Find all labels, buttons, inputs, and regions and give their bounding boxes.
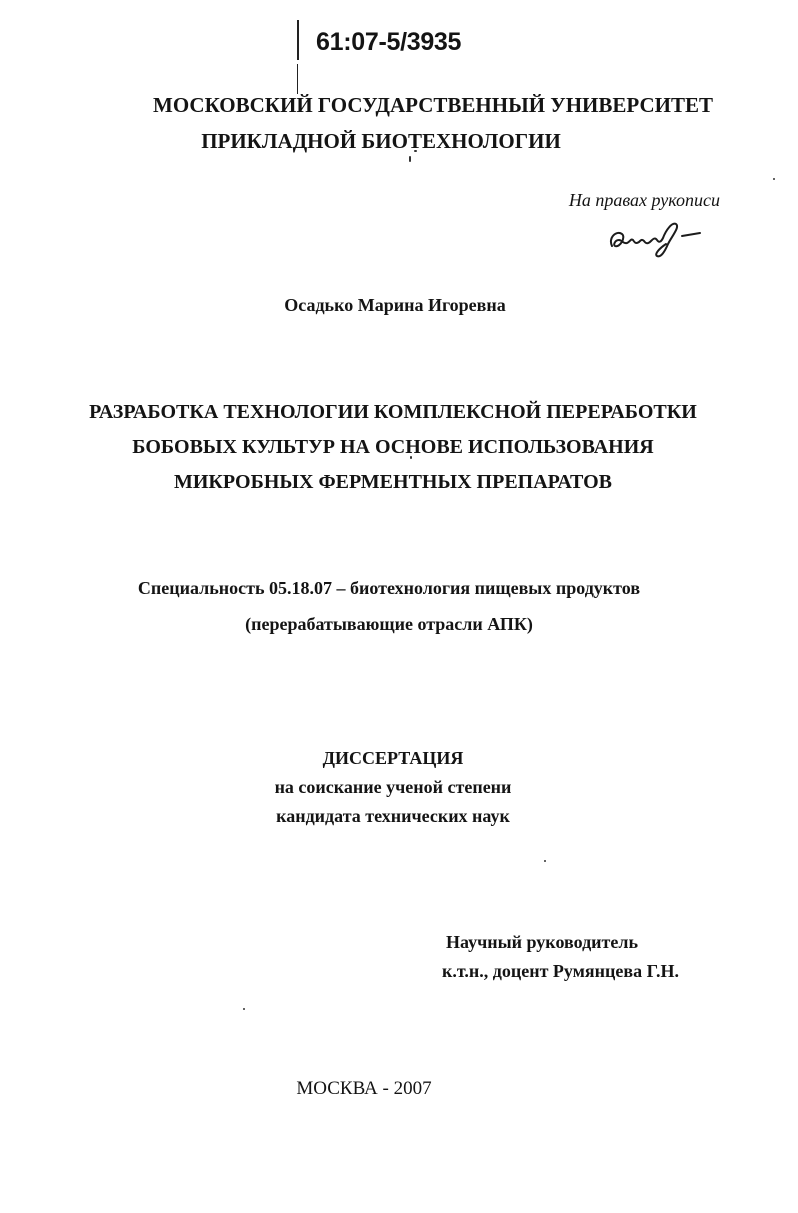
- author-name: Осадько Марина Игоревна: [284, 295, 506, 315]
- thesis-title-line-2: БОБОВЫХ КУЛЬТУР НА ОСНОВЕ ИСПОЛЬЗОВАНИЯ: [132, 436, 654, 458]
- scan-speck: [773, 178, 775, 180]
- university-name: [0, 87, 798, 159]
- university-line-2: ПРИКЛАДНОЙ БИОТЕХНОЛОГИИ: [201, 129, 561, 153]
- university-line-1: МОСКОВСКИЙ ГОСУДАРСТВЕННЫЙ УНИВЕРСИТЕТ: [153, 93, 713, 117]
- thesis-title-line-1: РАЗРАБОТКА ТЕХНОЛОГИИ КОМПЛЕКСНОЙ ПЕРЕРАБОТКИ: [89, 401, 697, 423]
- scan-speck: [544, 860, 546, 862]
- thesis-title-line-3: МИКРОБНЫХ ФЕРМЕНТНЫХ ПРЕПАРАТОВ: [174, 471, 612, 493]
- thesis-title: [0, 395, 798, 500]
- manuscript-rights-label: На правах рукописи: [568, 190, 720, 210]
- specialty-line-1: Специальность 05.18.07 – биотехнология пищевых продуктов: [137, 578, 641, 598]
- city-year: МОСКВА - 2007: [296, 1078, 432, 1099]
- archive-code: 61:07-5/3935: [316, 28, 462, 56]
- dissertation-degree-line-1: на соискание ученой степени: [274, 777, 512, 797]
- scan-line-artifact: [297, 20, 299, 60]
- scan-speck: [243, 1008, 245, 1010]
- dissertation-degree-line-2: кандидата технических наук: [276, 806, 510, 826]
- specialty: [0, 570, 798, 642]
- dissertation-heading: ДИССЕРТАЦИЯ: [322, 748, 464, 768]
- dissertation-block: [0, 744, 798, 831]
- supervisor-label: Научный руководитель: [446, 932, 638, 952]
- supervisor-block: [442, 928, 679, 986]
- supervisor-details: к.т.н., доцент Румянцева Г.Н.: [442, 961, 680, 981]
- specialty-line-2: (перерабатывающие отрасли АПК): [245, 614, 533, 634]
- handwritten-signature-icon: [606, 218, 706, 260]
